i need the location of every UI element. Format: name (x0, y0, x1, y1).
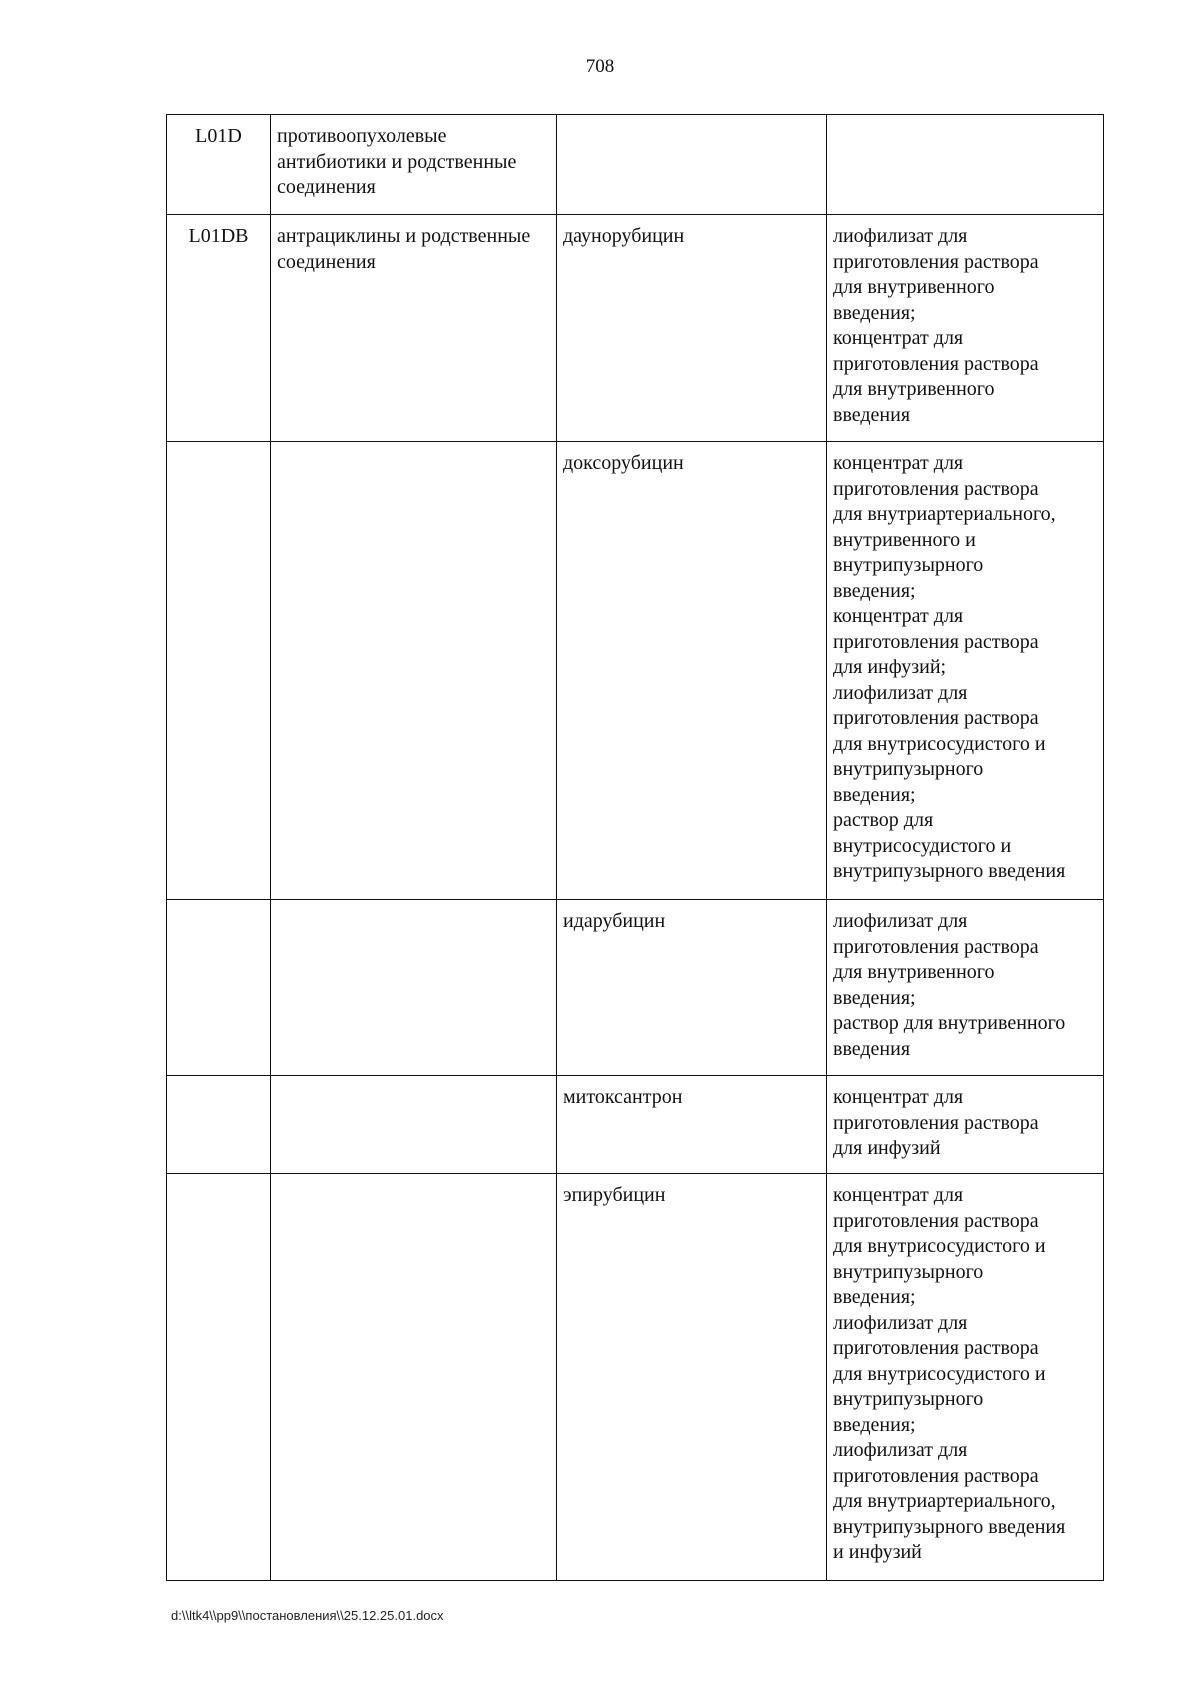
drug-name-cell: доксорубицин (557, 442, 827, 900)
table-row (167, 115, 1104, 215)
dosage-form-line: лиофилизат для (833, 1311, 968, 1334)
dosage-form-line: введения; (833, 1286, 916, 1308)
dosage-forms-cell (827, 115, 1104, 215)
dosage-form-line: для внутривенного (833, 961, 995, 983)
drug-name-cell: идарубицин (557, 900, 827, 1076)
atc-group-cell (271, 1076, 557, 1174)
table-row (167, 1076, 1104, 1174)
table-row (167, 1174, 1104, 1581)
dosage-form-line: приготовления раствора (833, 477, 1039, 500)
atc-group-cell (271, 900, 557, 1076)
dosage-form-line: приготовления раствора (833, 935, 1039, 958)
atc-code-cell: L01DB (167, 215, 271, 442)
dosage-form-line: лиофилизат для (833, 681, 968, 704)
dosage-form-line: внутрипузырного введения (833, 860, 1066, 882)
dosage-form-line: концентрат для (833, 1086, 964, 1108)
dosage-form-line: внутрипузырного (833, 1260, 984, 1283)
dosage-form-line: лиофилизат для (833, 225, 968, 247)
dosage-form-line: введения (833, 1037, 911, 1060)
dosage-form-line: для инфузий; (833, 656, 947, 678)
drug-name-cell: митоксантрон (557, 1076, 827, 1174)
dosage-form-line: внутрипузырного (833, 758, 984, 780)
drug-name-cell (557, 115, 827, 215)
dosage-form-line: внутрисосудистого и (833, 834, 1012, 857)
atc-group-cell (271, 1174, 557, 1581)
dosage-form-line: внутрипузырного введения (833, 1515, 1066, 1538)
dosage-form-line: внутрипузырного (833, 554, 984, 576)
dosage-form-line: введения; (833, 1413, 916, 1436)
dosage-form-line: для внутрисосудистого и (833, 732, 1046, 755)
drug-table (166, 114, 1104, 1581)
dosage-form-line: для инфузий (833, 1137, 941, 1159)
document-file-path: d:\\ltk4\\pp9\\постановления\\25.12.25.01.docx (171, 1608, 444, 1623)
dosage-form-line: лиофилизат для (833, 1439, 968, 1461)
drug-name-cell: эпирубицин (557, 1174, 827, 1581)
dosage-form-line: внутривенного и (833, 528, 976, 551)
dosage-form-line: введения (833, 403, 911, 426)
dosage-forms-cell (827, 1174, 1104, 1581)
dosage-form-line: введения; (833, 301, 916, 324)
dosage-form-line: для внутриартериального, (833, 1490, 1056, 1512)
dosage-form-line: приготовления раствора (833, 250, 1039, 273)
atc-code-cell: L01D (167, 115, 271, 215)
dosage-form-line: введения; (833, 783, 916, 806)
table-row (167, 442, 1104, 900)
dosage-form-line: концентрат для (833, 327, 964, 349)
dosage-form-line: раствор для внутривенного (833, 1012, 1066, 1034)
dosage-form-line: для внутрисосудистого и (833, 1362, 1046, 1385)
dosage-form-line: приготовления раствора (833, 707, 1039, 729)
dosage-form-line: введения; (833, 579, 916, 602)
dosage-forms-cell (827, 1076, 1104, 1174)
atc-group-cell: антрациклины и родственные соединения (271, 215, 557, 442)
table-row (167, 900, 1104, 1076)
dosage-form-line: приготовления раствора (833, 1464, 1039, 1487)
dosage-form-line: приготовления раствора (833, 352, 1039, 375)
dosage-forms-cell (827, 442, 1104, 900)
dosage-form-line: приготовления раствора (833, 1111, 1039, 1134)
dosage-forms-cell (827, 215, 1104, 442)
dosage-form-line: для внутривенного (833, 378, 995, 400)
dosage-form-line: и инфузий (833, 1541, 922, 1563)
dosage-form-line: введения; (833, 986, 916, 1009)
dosage-form-line: для внутрисосудистого и (833, 1235, 1046, 1257)
dosage-form-line: для внутриартериального, (833, 503, 1056, 525)
table-row (167, 215, 1104, 442)
drug-name-cell: даунорубицин (557, 215, 827, 442)
atc-code-cell (167, 900, 271, 1076)
dosage-forms-cell (827, 900, 1104, 1076)
atc-group-cell: противоопухолевые антибиотики и родственные соединения (271, 115, 557, 215)
dosage-form-line: приготовления раствора (833, 1337, 1039, 1359)
dosage-form-line: раствор для (833, 809, 934, 831)
atc-code-cell (167, 442, 271, 900)
dosage-form-line: концентрат для (833, 452, 964, 474)
atc-group-cell (271, 442, 557, 900)
dosage-form-line: приготовления раствора (833, 1209, 1039, 1232)
dosage-form-line: для внутривенного (833, 276, 995, 298)
dosage-form-line: концентрат для (833, 605, 964, 627)
dosage-form-line: лиофилизат для (833, 910, 968, 932)
atc-code-cell (167, 1174, 271, 1581)
dosage-form-line: внутрипузырного (833, 1388, 984, 1410)
page-number: 708 (585, 56, 615, 77)
dosage-form-line: приготовления раствора (833, 630, 1039, 653)
table-body (167, 115, 1104, 1581)
atc-code-cell (167, 1076, 271, 1174)
dosage-form-line: концентрат для (833, 1184, 964, 1206)
